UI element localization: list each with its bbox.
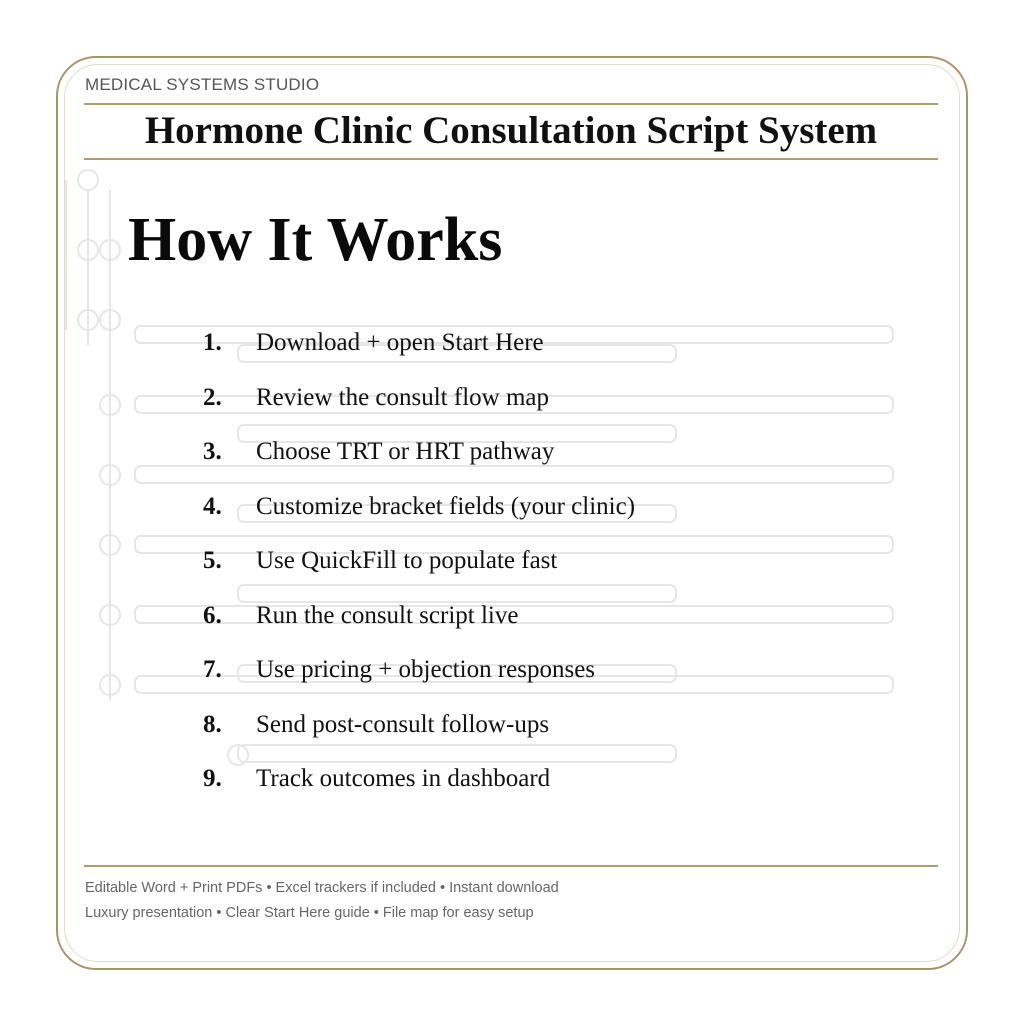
step-text: Customize bracket fields (your clinic) xyxy=(256,492,636,520)
step-text: Track outcomes in dashboard xyxy=(256,765,551,793)
step-number: 7. xyxy=(203,656,222,684)
step-item xyxy=(196,698,635,753)
step-item xyxy=(196,589,635,644)
step-number: 8. xyxy=(203,710,222,738)
step-number: 5. xyxy=(203,547,222,575)
step-item xyxy=(196,371,635,426)
step-number: 9. xyxy=(203,765,222,793)
step-text: Run the consult script live xyxy=(256,601,519,629)
step-text: Send post-consult follow-ups xyxy=(256,710,550,738)
step-number: 4. xyxy=(203,492,222,520)
step-number: 6. xyxy=(203,601,222,629)
steps-list xyxy=(196,316,635,807)
page-title: Hormone Clinic Consultation Script System xyxy=(144,109,878,152)
footer-features-line: Editable Word + Print PDFs • Excel trackers if included • Instant download xyxy=(85,880,559,896)
step-text: Choose TRT or HRT pathway xyxy=(256,438,555,466)
step-number: 1. xyxy=(203,329,222,357)
header-rule-bottom xyxy=(84,158,938,160)
step-text: Review the consult flow map xyxy=(256,383,549,411)
step-text: Use pricing + objection responses xyxy=(256,656,596,684)
header-rule-top xyxy=(84,103,938,105)
step-number: 3. xyxy=(203,438,222,466)
step-item xyxy=(196,480,635,535)
step-item xyxy=(196,425,635,480)
step-item xyxy=(196,752,635,807)
footer-rule xyxy=(84,865,938,867)
step-item xyxy=(196,643,635,698)
step-text: Use QuickFill to populate fast xyxy=(256,547,558,575)
step-item xyxy=(196,534,635,589)
step-text: Download + open Start Here xyxy=(256,329,544,357)
step-number: 2. xyxy=(203,383,222,411)
section-heading: How It Works xyxy=(128,206,503,274)
step-item xyxy=(196,316,635,371)
footer-benefits-line: Luxury presentation • Clear Start Here guide • File map for easy setup xyxy=(85,905,534,921)
brand-label: MEDICAL SYSTEMS STUDIO xyxy=(85,75,320,94)
